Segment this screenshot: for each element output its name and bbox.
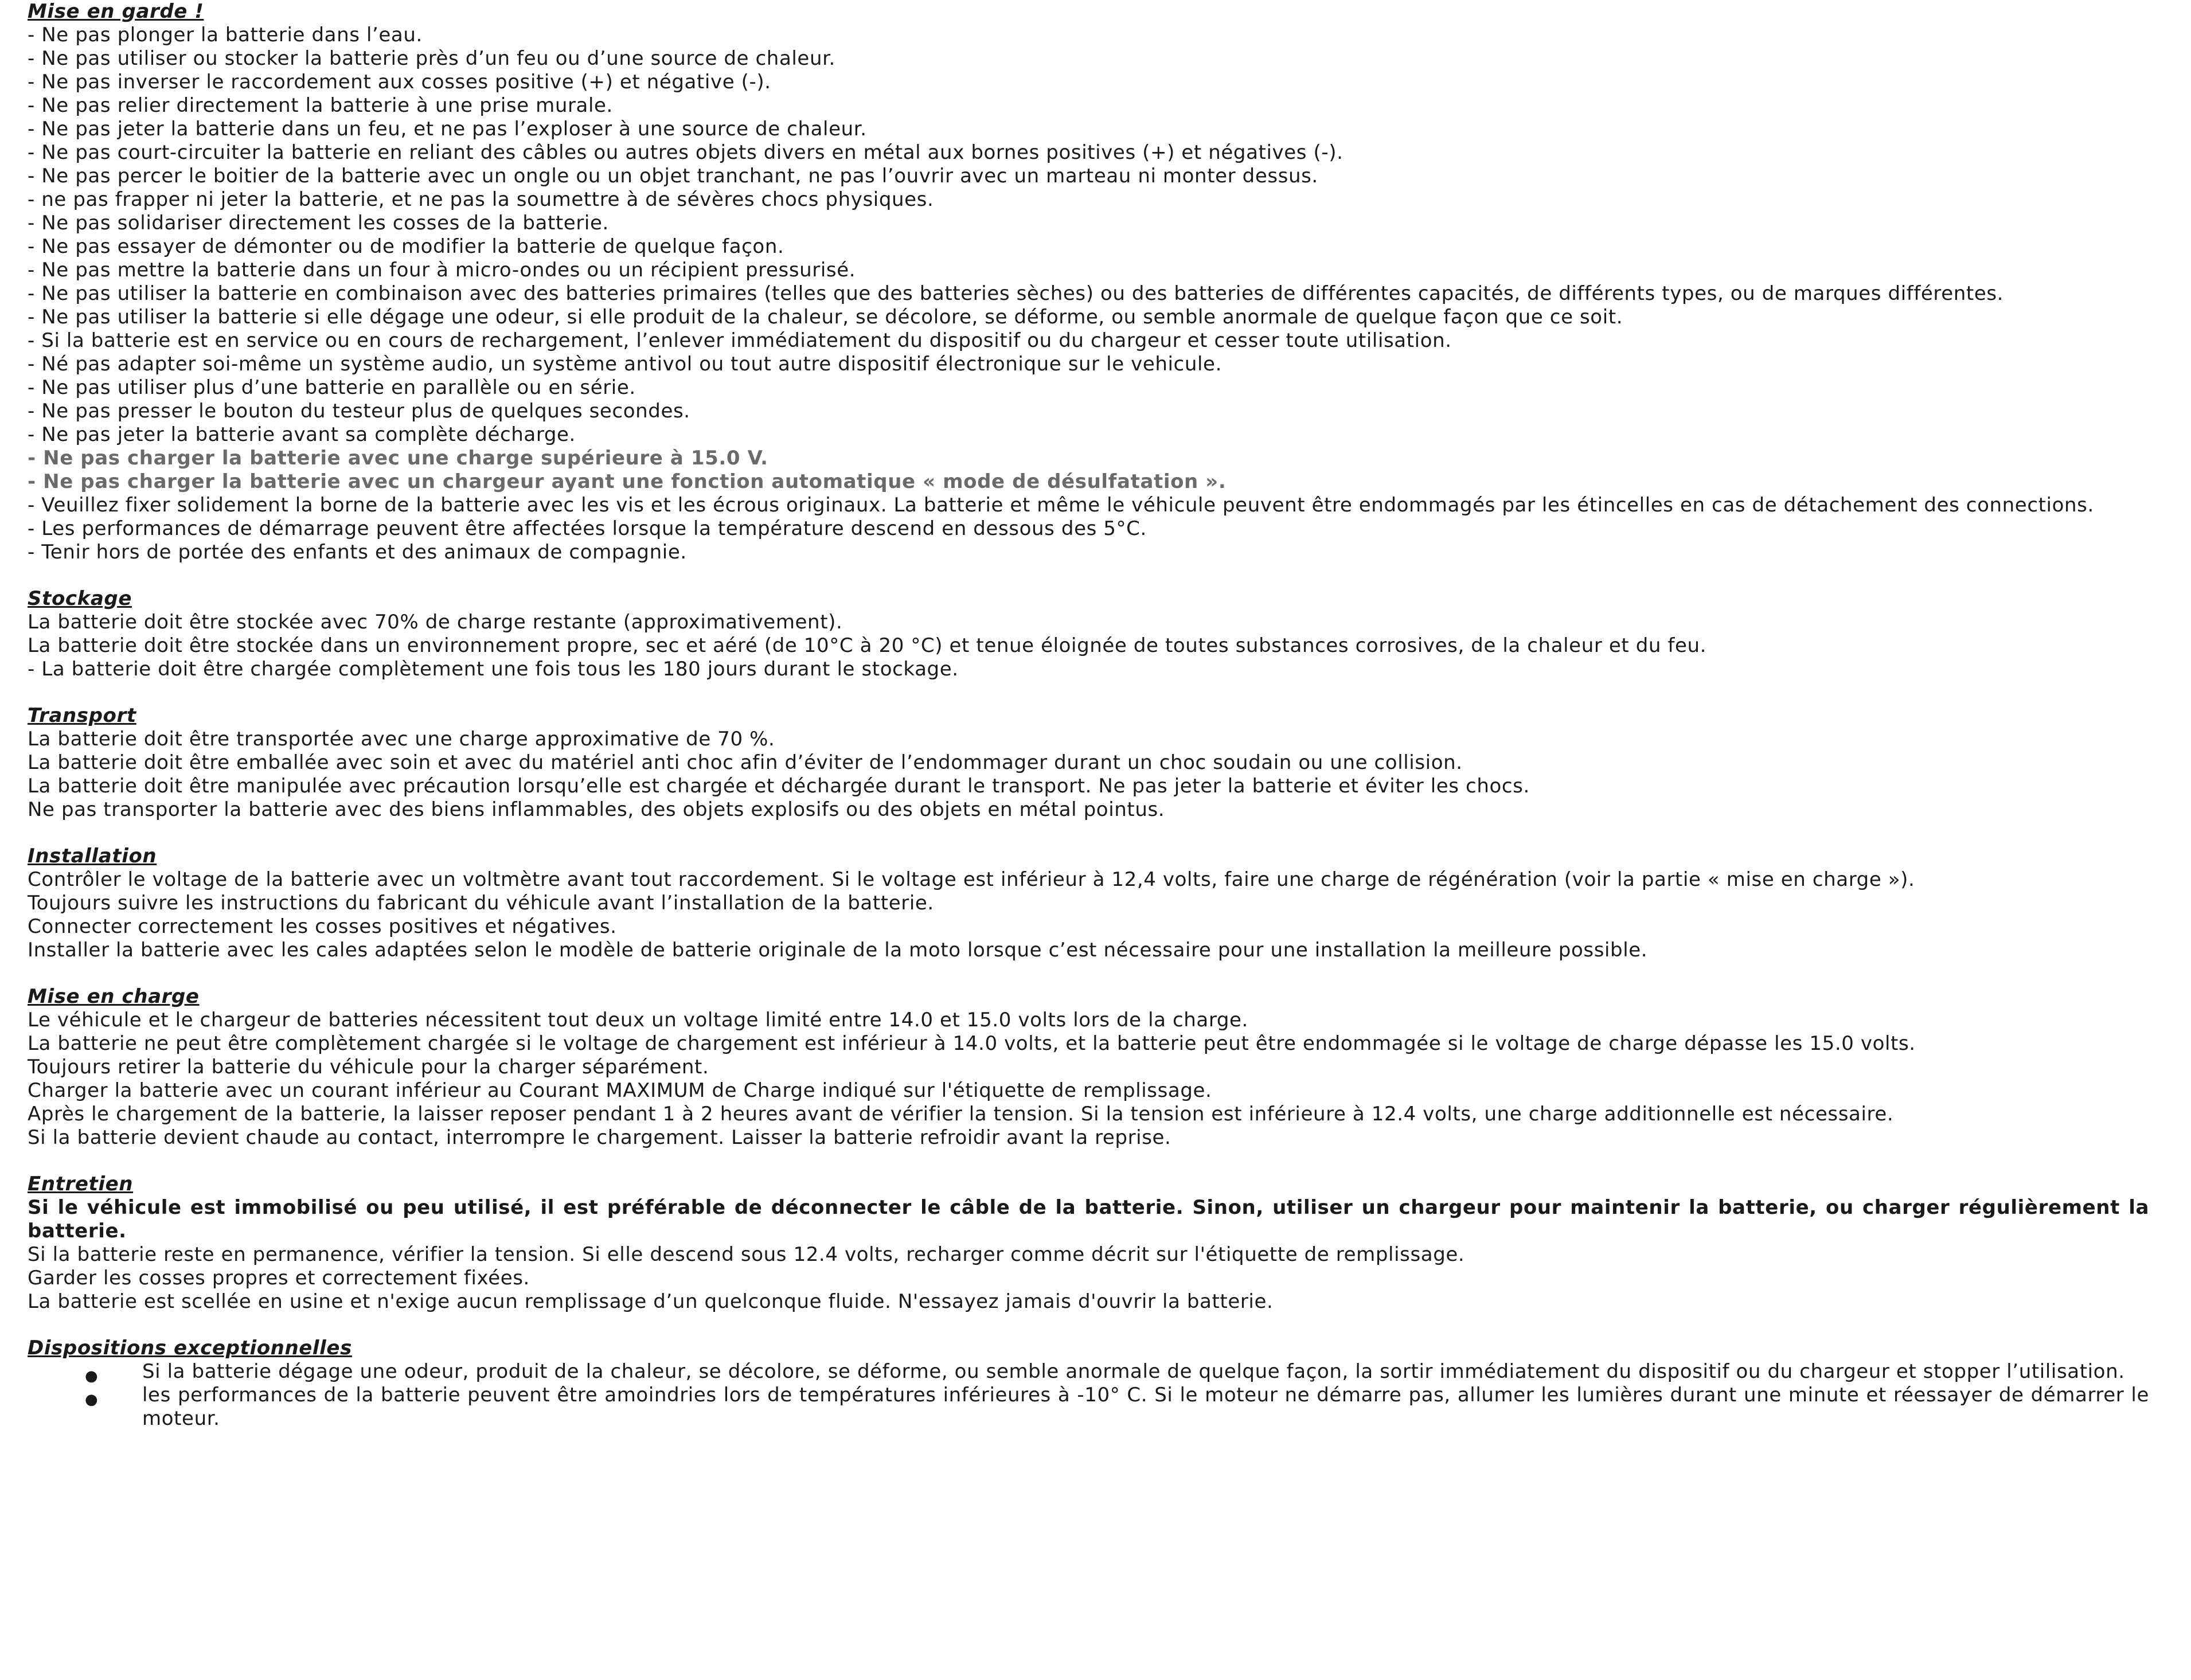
warning-item: - Ne pas jeter la batterie dans un feu, et ne pas l’exploser à une source de chaleur. bbox=[28, 118, 867, 140]
transport-line: La batterie doit être transportée avec une charge approximative de 70 %. bbox=[28, 728, 775, 751]
maintenance-bold-line: Si le véhicule est immobilisé ou peu utilisé, il est préférable de déconnecter le câble de la batterie. Sinon, utiliser un chargeur pour maintenir la batterie, ou charger régulièrement la batterie. bbox=[28, 1196, 2149, 1243]
section-warnings bbox=[28, 0, 2149, 564]
maintenance-heading: Entretien bbox=[28, 1173, 134, 1195]
storage-line: La batterie doit être stockée dans un environnement propre, sec et aéré (de 10°C à 20 °C) et tenue éloignée de toutes substances corrosives, de la chaleur et du feu. bbox=[28, 634, 1707, 657]
section-maintenance bbox=[28, 1173, 2149, 1314]
exceptional-item bbox=[28, 1384, 2149, 1431]
warning-item: - Ne pas essayer de démonter ou de modifier la batterie de quelque façon. bbox=[28, 235, 784, 258]
warning-item: - Ne pas utiliser plus d’une batterie en parallèle ou en série. bbox=[28, 376, 636, 399]
warning-item: - Ne pas plonger la batterie dans l’eau. bbox=[28, 24, 423, 46]
document-page bbox=[28, 0, 2149, 1431]
warning-item: - Ne pas utiliser la batterie si elle dégage une odeur, si elle produit de la chaleur, se décolore, se déforme, ou semble anormale de quelque façon que ce soit. bbox=[28, 306, 1623, 329]
transport-line: Ne pas transporter la batterie avec des biens inflammables, des objets explosifs ou des objets en métal pointus. bbox=[28, 798, 1165, 821]
bullet-icon: ● bbox=[85, 1391, 99, 1408]
warning-item: - Ne pas solidariser directement les cosses de la batterie. bbox=[28, 212, 609, 235]
charging-line: La batterie ne peut être complètement chargée si le voltage de chargement est inférieur à 14.0 volts, et la batterie peut être endommagée si le voltage de charge dépasse les 15.0 volts. bbox=[28, 1032, 1916, 1055]
installation-line: Contrôler le voltage de la batterie avec un voltmètre avant tout raccordement. Si le voltage est inférieur à 12,4 volts, faire une charge de régénération (voir la partie « mise en charge »). bbox=[28, 868, 1915, 891]
installation-heading: Installation bbox=[28, 845, 157, 868]
charging-heading: Mise en charge bbox=[28, 985, 200, 1008]
storage-heading: Stockage bbox=[28, 587, 132, 610]
maintenance-line: Garder les cosses propres et correctement fixées. bbox=[28, 1267, 530, 1290]
warning-item: - Ne pas mettre la batterie dans un four à micro-ondes ou un récipient pressurisé. bbox=[28, 259, 856, 282]
installation-line: Toujours suivre les instructions du fabricant du véhicule avant l’installation de la batterie. bbox=[28, 892, 934, 915]
warning-item: - Tenir hors de portée des enfants et des animaux de compagnie. bbox=[28, 541, 687, 564]
warning-item: - Ne pas percer le boitier de la batterie avec un ongle ou un objet tranchant, ne pas l’ouvrir avec un marteau ni monter dessus. bbox=[28, 165, 1318, 187]
charging-line: Toujours retirer la batterie du véhicule pour la charger séparément. bbox=[28, 1056, 709, 1079]
warning-item: - Ne pas relier directement la batterie à une prise murale. bbox=[28, 94, 613, 117]
warnings-heading: Mise en garde ! bbox=[28, 0, 204, 23]
installation-line: Installer la batterie avec les cales adaptées selon le modèle de batterie originale de la moto lorsque c’est nécessaire pour une installation la meilleure possible. bbox=[28, 939, 1648, 962]
storage-line: - La batterie doit être chargée complètement une fois tous les 180 jours durant le stockage. bbox=[28, 658, 959, 681]
warning-item: - Nе́ pas adapter soi-même un système audio, un système antivol ou tout autre dispositif électronique sur le vehicule. bbox=[28, 353, 1222, 376]
exceptional-item-text: les performances de la batterie peuvent être amoindries lors de températures inférieures à -10° C. Si le moteur ne démarre pas, allumer les lumières durant une minute et réessayer de démarrer le moteur. bbox=[142, 1384, 2149, 1430]
section-exceptional bbox=[28, 1337, 2149, 1431]
charging-line: Si la batterie devient chaude au contact, interrompre le chargement. Laisser la batterie refroidir avant la reprise. bbox=[28, 1126, 1171, 1149]
exceptional-item-text: Si la batterie dégage une odeur, produit de la chaleur, se décolore, se déforme, ou semble anormale de quelque façon, la sortir immédiatement du dispositif ou du chargeur et stopper l’utilisation. bbox=[142, 1360, 2125, 1383]
charging-line: Le véhicule et le chargeur de batteries nécessitent tout deux un voltage limité entre 14.0 et 15.0 volts lors de la charge. bbox=[28, 1009, 1248, 1032]
exceptional-list bbox=[28, 1360, 2149, 1431]
warning-item: - Ne pas presser le bouton du testeur plus de quelques secondes. bbox=[28, 400, 690, 423]
warning-item: - Ne pas utiliser ou stocker la batterie près d’un feu ou d’une source de chaleur. bbox=[28, 47, 835, 70]
charging-line: Après le chargement de la batterie, la laisser reposer pendant 1 à 2 heures avant de vérifier la tension. Si la tension est inférieure à 12.4 volts, une charge additionnelle est nécessaire. bbox=[28, 1103, 1894, 1126]
warning-item: - Ne pas inverser le raccordement aux cosses positive (+) et négative (-). bbox=[28, 71, 771, 93]
section-storage bbox=[28, 587, 2149, 681]
warning-item-emphasized: - Ne pas charger la batterie avec une charge supérieure à 15.0 V. bbox=[28, 447, 768, 470]
section-transport bbox=[28, 704, 2149, 822]
bullet-icon: ● bbox=[85, 1368, 99, 1385]
section-installation bbox=[28, 845, 2149, 962]
installation-line: Connecter correctement les cosses positives et négatives. bbox=[28, 915, 617, 938]
transport-line: La batterie doit être emballée avec soin et avec du matériel anti choc afin d’éviter de l’endommager durant un choc soudain ou une collision. bbox=[28, 751, 1463, 774]
maintenance-line: La batterie est scellée en usine et n'exige aucun remplissage d’un quelconque fluide. N'essayez jamais d'ouvrir la batterie. bbox=[28, 1290, 1274, 1313]
warning-item: - Ne pas jeter la batterie avant sa complète décharge. bbox=[28, 423, 576, 446]
warning-item: - Si la batterie est en service ou en cours de rechargement, l’enlever immédiatement du dispositif ou du chargeur et cesser toute utilisation. bbox=[28, 329, 1452, 352]
warning-item-emphasized: - Ne pas charger la batterie avec un chargeur ayant une fonction automatique « mode de désulfatation ». bbox=[28, 470, 1227, 493]
warning-item: - Veuillez fixer solidement la borne de la batterie avec les vis et les écrous originaux. La batterie et même le véhicule peuvent être endommagés par les étincelles en cas de détachement des connections. bbox=[28, 494, 2094, 517]
charging-line: Charger la batterie avec un courant inférieur au Courant MAXIMUM de Charge indiqué sur l'étiquette de remplissage. bbox=[28, 1079, 1212, 1102]
maintenance-line: Si la batterie reste en permanence, vérifier la tension. Si elle descend sous 12.4 volts, recharger comme décrit sur l'étiquette de remplissage. bbox=[28, 1243, 1465, 1266]
storage-line: La batterie doit être stockée avec 70% de charge restante (approximativement). bbox=[28, 611, 843, 634]
transport-heading: Transport bbox=[28, 704, 136, 727]
exceptional-heading: Dispositions exceptionnelles bbox=[28, 1337, 352, 1359]
warning-item: - Ne pas court-circuiter la batterie en reliant des câbles ou autres objets divers en métal aux bornes positives (+) et négatives (-). bbox=[28, 141, 1343, 164]
section-charging bbox=[28, 985, 2149, 1150]
exceptional-item bbox=[28, 1360, 2149, 1384]
warning-item: - Les performances de démarrage peuvent être affectées lorsque la température descend en dessous des 5°C. bbox=[28, 517, 1147, 540]
warning-item: - Ne pas utiliser la batterie en combinaison avec des batteries primaires (telles que des batteries sèches) ou des batteries de différentes capacités, de différents types, ou de marques différentes. bbox=[28, 282, 2004, 305]
warning-item: - ne pas frapper ni jeter la batterie, et ne pas la soumettre à de sévères chocs physiques. bbox=[28, 188, 934, 211]
transport-line: La batterie doit être manipulée avec précaution lorsqu’elle est chargée et déchargée durant le transport. Ne pas jeter la batterie et éviter les chocs. bbox=[28, 775, 1530, 798]
